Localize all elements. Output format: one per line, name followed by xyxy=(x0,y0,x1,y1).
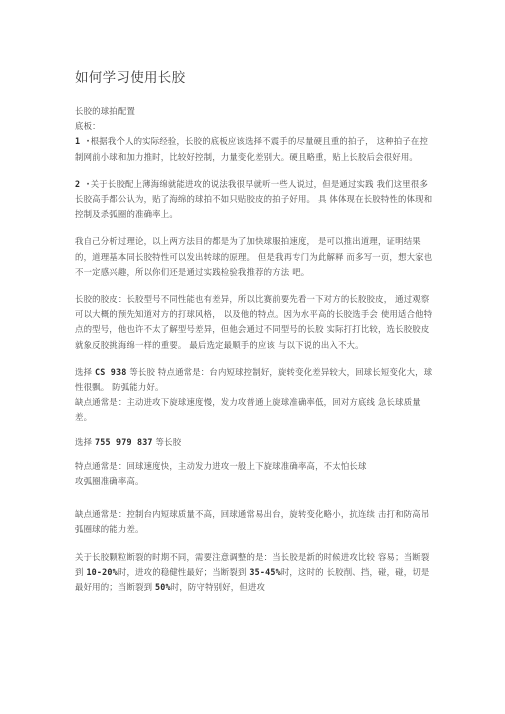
paragraph-2-text: 关于长胶配上薄海绵就能进攻的说法我很早就听一些人说过，但是通过实践 我们这里很多长胶高手都公认为，贴了海绵的球拍不如只贴胶皮的拍子好用。 具 体体现在长胶特性的体现和控制及杀弧圈的准确率上。 xyxy=(75,178,433,220)
paragraph-5-pre: 选择 xyxy=(75,366,96,377)
paragraph-8a: 特点通常是：回球速度快，主动发力进攻一般上下旋球准确率高，不太怕长球 xyxy=(75,460,367,471)
subheading-base-plate: 底板： xyxy=(75,121,101,132)
document-body xyxy=(75,104,435,595)
paragraph-7-pre: 选择 xyxy=(75,436,96,447)
paragraph-4: 长胶的胶皮：长胶型号不同性能也有差异，所以比赛前要先看一下对方的长胶胶皮， 通过观察 可以大概的预先知道对方的打球风格， 以及他的特点。因为水平高的长胶选手会 使用适合他特点的型号，他也许不太了解型号差异，但他会通过不同型号的长胶 实际打打比较，选长胶胶皮就象反胶挑海绵一样的重要。 最后选定最顺手的应该 与以下说的出入不大。 xyxy=(75,294,433,350)
section-heading: 长胶的球拍配置 xyxy=(75,106,136,116)
paragraph-1-number: 1 · xyxy=(75,136,91,147)
percent-10-20: 10-20% xyxy=(86,566,118,577)
paragraph-9: 缺点通常是：控制台内短球质量不高，回球通常易出台，旋转变化略小，抗连续 击打和防高吊弧圈球的能力差。 xyxy=(75,509,430,535)
percent-50: 50% xyxy=(155,582,171,593)
paragraph-10-part-c: 时，进攻的稳健性最好；当断裂到 xyxy=(117,566,250,577)
paragraph-6: 缺点通常是：主动进攻下旋球速度慢，发力攻普通上旋球准确率低，回对方底线 急长球质量差。 xyxy=(75,397,421,423)
paragraph-3: 我自己分析过理论，以上两方法目的都是为了加快球服拍速度， 是可以推出道理，证明结果的，道理基本同长胶特性可以发出转球的原理。 但是我再专门为此解释 而多写一页，想大家也不一定感兴趣，所以你们还是通过实践检验我推荐的方法 吧。 xyxy=(75,236,433,277)
paragraph-2 xyxy=(75,177,435,223)
model-755-979-837: 755 979 837 xyxy=(95,436,153,447)
paragraph-7 xyxy=(75,435,435,450)
paragraph-2-number: 2 · xyxy=(75,178,91,189)
percent-35-45: 35-45% xyxy=(249,566,281,577)
paragraph-8b: 攻弧圈准确率高。 xyxy=(75,476,144,487)
paragraph-5-post: 等长胶 特点通常是：台内短球控制好，旋转变化差异较大，回球长短变化大，球性很飘。 防弧能力好。 xyxy=(75,366,433,393)
paragraph-1 xyxy=(75,134,435,164)
paragraph-1-text: 根据我个人的实际经验，长胶的底板应该选择不震手的尽量硬且重的拍子， 这种拍子在控制网前小球和加力推时，比较好控制，力量变化差别大。硬且略重，贴上长胶后会很好用。 xyxy=(75,136,429,162)
paragraph-10-part-d: 时，这时的 长胶削、挡，碰，碰，切是最好用的；当断裂到 xyxy=(75,566,430,593)
paragraph-10 xyxy=(75,550,435,596)
paragraph-10-part-a: 关于长胶颗粒断裂的时期不同，需要注意调整的是：当长胶是新的时候进攻比较 容易；当断裂到 xyxy=(75,551,430,577)
paragraph-7-post: 等长胶 xyxy=(152,436,182,447)
document-title: 如何学习使用长胶 xyxy=(75,70,186,86)
paragraph-5 xyxy=(75,365,435,395)
model-cs938: CS 938 xyxy=(95,366,127,377)
paragraph-10-part-e: 时，防守特别好，但进攻 xyxy=(170,582,266,593)
